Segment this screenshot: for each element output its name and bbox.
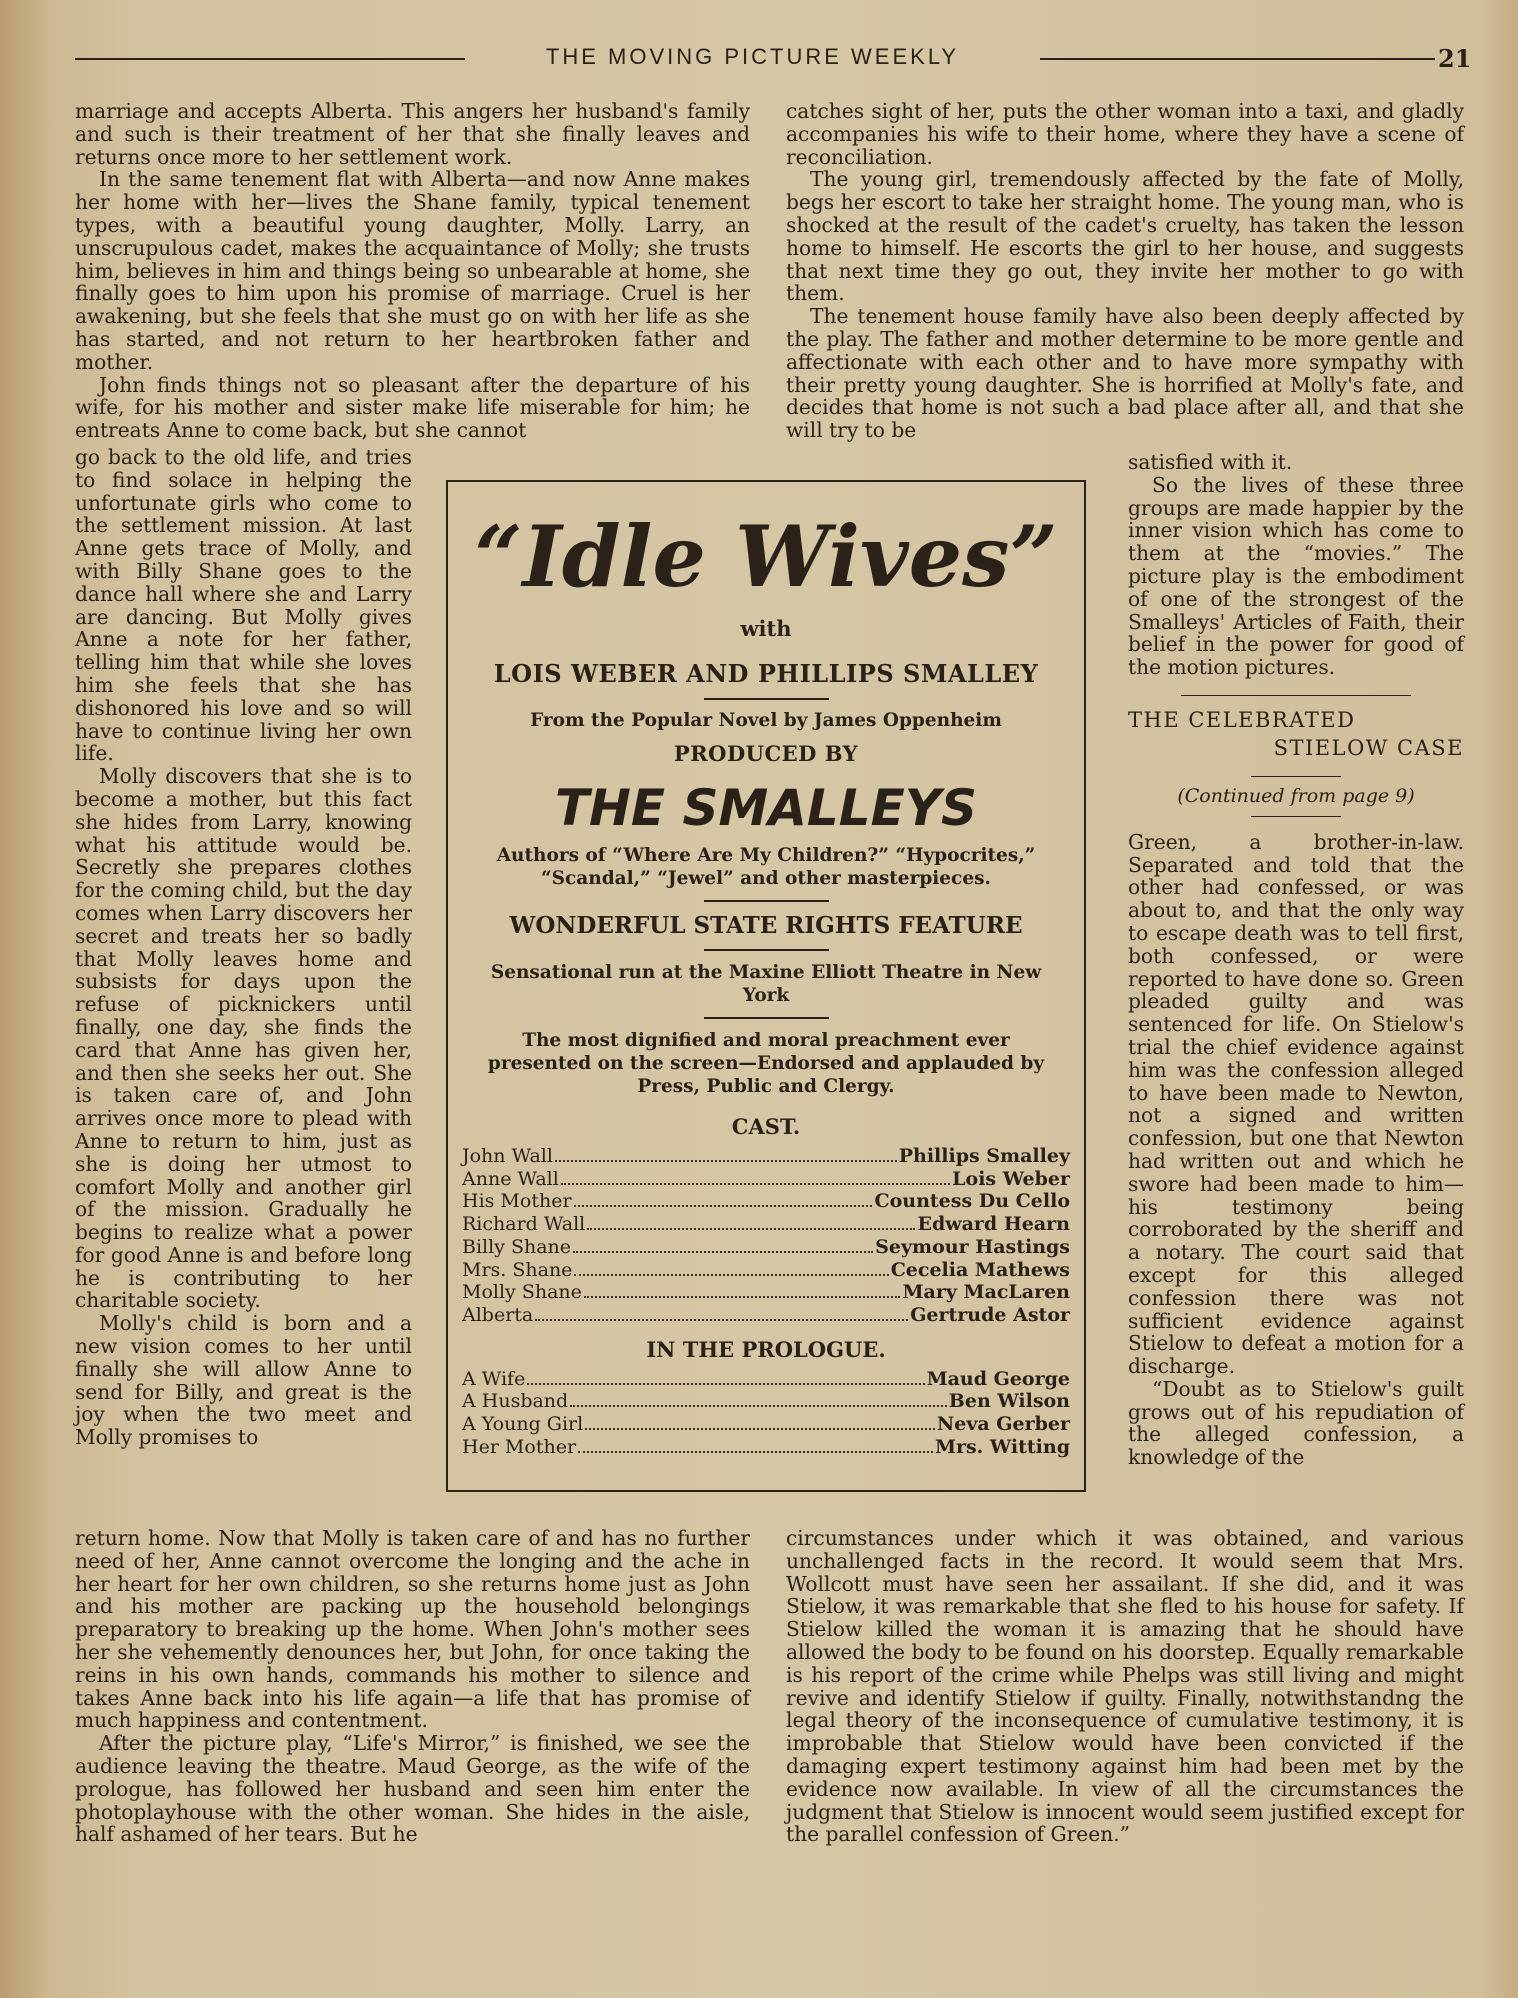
- cast-actor: Cecelia Mathews: [890, 1258, 1070, 1281]
- right-column-narrow: [1128, 451, 1464, 1469]
- ad-divider: [704, 949, 829, 951]
- leader-dots: [527, 1383, 924, 1385]
- cast-actor: Lois Weber: [952, 1167, 1070, 1190]
- cast-role: Anne Wall: [462, 1167, 559, 1190]
- cast-actor: Gertrude Astor: [910, 1303, 1070, 1326]
- paragraph: return home. Now that Molly is taken care of and has no further need of her, Anne cannot overcome the longing and the ache in her heart for her own children, so she returns home just as John and his mother are packing up the household belongings preparatory to breaking up the home. When John's mother sees her she vehemently denounces her, but John, for once taking the reins in his own hands, commands his mother to silence and takes Anne back into his life again—a life that has promise of much happiness and contentment.: [75, 1526, 750, 1733]
- leader-dots: [573, 1251, 873, 1253]
- cast-actor: Maud George: [926, 1367, 1070, 1390]
- cast-row: [462, 1281, 1070, 1304]
- ad-divider: [704, 1017, 829, 1019]
- ad-divider: [704, 698, 829, 700]
- cast-role: Alberta: [462, 1303, 534, 1326]
- cast-actor: Mary MacLaren: [902, 1281, 1070, 1304]
- ad-novel-credit: From the Popular Novel by James Oppenheim: [530, 710, 1002, 731]
- cast-actor: Edward Hearn: [917, 1213, 1070, 1236]
- cast-row: [462, 1390, 1070, 1413]
- cast-row: [462, 1413, 1070, 1436]
- running-header: [0, 44, 1518, 74]
- cast-role: A Wife: [462, 1367, 526, 1390]
- header-rule-left: [75, 58, 465, 60]
- right-column-top: [786, 100, 1464, 442]
- paragraph: catches sight of her, puts the other woman into a taxi, and gladly accompanies his wife to their home, where they have a scene of reconciliation.: [786, 99, 1464, 169]
- leader-dots: [584, 1296, 901, 1298]
- leader-dots: [574, 1205, 873, 1207]
- prologue-cast-list: [462, 1368, 1070, 1459]
- cast-role: A Young Girl: [462, 1413, 584, 1436]
- paragraph: marriage and accepts Alberta. This angers her husband's family and such is their treatment of her that she finally leaves and returns once more to her settlement work.: [75, 99, 750, 169]
- ad-divider: [704, 900, 829, 902]
- ad-feature: WONDERFUL STATE RIGHTS FEATURE: [509, 912, 1023, 939]
- cast-actor: Ben Wilson: [948, 1390, 1070, 1413]
- leader-dots: [570, 1405, 947, 1407]
- cast-row: [462, 1168, 1070, 1191]
- cast-row: [462, 1436, 1070, 1459]
- left-column-narrow: [75, 446, 412, 1449]
- ad-produced-by: PRODUCED BY: [673, 741, 859, 766]
- ad-stars: LOIS WEBER AND PHILLIPS SMALLEY: [493, 659, 1039, 688]
- cast-row: [462, 1236, 1070, 1259]
- left-column-top: [75, 100, 750, 442]
- paragraph: satisfied with it.: [1128, 450, 1293, 474]
- paragraph: Molly discovers that she is to become a mother, but this fact she hides from Larry, knowing what his attitude would be. Secretly she prepares clothes for the coming child, but the day comes when Larry discovers her secret and treats her so badly that Molly leaves home and subsists for days upon the refuse of picknickers until finally, one day, she finds the card that Anne has given her, and then she seeks her out. She is taken care of, and John arrives once more to plead with Anne to return to him, just as she is doing her utmost to comfort Molly and another girl of the mission. Gradually he begins to realize what a power for good Anne is and before long he is contributing to her charitable society.: [75, 764, 412, 1313]
- cast-role: Billy Shane: [462, 1235, 572, 1258]
- ad-with: with: [740, 616, 792, 641]
- paragraph: The young girl, tremendously affected by the fate of Molly, begs her escort to take her straight home. The young man, who is shocked at the result of the cadet's cruelty, has taken the lesson home to himself. He escorts the girl to her house, and suggests that next time they go out, they invite her mother to go with them.: [786, 167, 1464, 306]
- leader-dots: [574, 1274, 888, 1276]
- cast-actor: Mrs. Witting: [934, 1435, 1070, 1458]
- paragraph: John finds things not so pleasant after the departure of his wife, for his mother and sister make life miserable for him; he entreats Anne to come back, but she cannot: [75, 372, 750, 443]
- leader-dots: [585, 1428, 935, 1430]
- cast-actor: Countess Du Cello: [874, 1190, 1070, 1213]
- prologue-heading: IN THE PROLOGUE.: [646, 1336, 886, 1362]
- ad-theatre-run: Sensational run at the Maxine Elliott Theatre in New York: [490, 962, 1042, 1006]
- ad-film-title: “Idle Wives”: [474, 507, 1058, 606]
- cast-row: [462, 1213, 1070, 1236]
- ad-preachment: The most dignified and moral preachment ever presented on the screen—Endorsed and applauded by Press, Public and Clergy.: [487, 1030, 1045, 1097]
- page-number: 21: [1438, 44, 1472, 73]
- cast-role: Her Mother: [462, 1435, 577, 1458]
- cast-heading: CAST.: [731, 1114, 801, 1139]
- paragraph: go back to the old life, and tries to find solace in helping the unfortunate girls who come to the settlement mission. At last Anne gets trace of Molly, and with Billy Shane goes to the dance hall where she and Larry are dancing. But Molly gives Anne a note for her father, telling him that while she loves him she feels that she has dishonored his love and so will have to continue living her own life.: [75, 445, 412, 766]
- section-divider: [1181, 695, 1411, 696]
- cast-list: [462, 1145, 1070, 1327]
- ad-producers: THE SMALLEYS: [554, 779, 978, 837]
- divider: [1251, 816, 1341, 817]
- cast-role: John Wall: [462, 1145, 553, 1167]
- paragraph: circumstances under which it was obtained, and various unchallenged facts in the record. It would seem that Mrs. Wollcott must have seen her assailant. If she did, and it was Stielow, it was remarkable that she fled to his house for safety. If Stielow killed the woman it is amazing that he should have allowed the body to be found on his doorstep. Equally remarkable is his report of the crime while Phelps was still living and might revive and identify Stielow if guilty. Finally, notwithstandng the legal theory of the inconsequence of cumulative testimony, it is improbable that Stielow would have been convicted if the damaging expert testimony against him had been met by the evidence now available. In view of all the circumstances the judgment that Stielow is innocent would seem justified except for the parallel confession of Green.”: [786, 1526, 1464, 1847]
- cast-actor: Phillips Smalley: [898, 1145, 1070, 1167]
- cast-role: Molly Shane: [462, 1281, 582, 1304]
- cast-role: His Mother: [462, 1190, 572, 1213]
- right-column-bottom: [786, 1527, 1464, 1846]
- ad-authors: Authors of “Where Are My Children?” “Hypocrites,” “Scandal,” “Jewel” and other masterpieces.: [496, 845, 1036, 889]
- paragraph: In the same tenement flat with Alberta—and now Anne makes her home with her—lives the Shane family, typical tenement types, with a beautiful young daughter, Molly. Larry, an unscrupulous cadet, makes the acquaintance of Molly; she trusts him, believes in him and things being so unbearable at home, she finally goes to him upon his promise of marriage. Cruel is her awakening, but she feels that she must go on with her life as she has started, and not return to her heartbroken father and mother.: [75, 167, 750, 374]
- cast-row: [462, 1145, 1070, 1168]
- cast-actor: Seymour Hastings: [875, 1235, 1070, 1258]
- continued-note: (Continued from page 9): [1177, 784, 1415, 807]
- paragraph: The tenement house family have also been deeply affected by the play. The father and mother determine to be more gentle and affectionate with each other and to have more sympathy with their pretty young daughter. She is horrified at Molly's fate, and decides that home is not such a bad place after all, and that she will try to be: [786, 304, 1464, 443]
- leader-dots: [578, 1451, 933, 1453]
- section-heading-line: THE CELEBRATED: [1128, 707, 1356, 732]
- magazine-title: THE MOVING PICTURE WEEKLY: [545, 44, 960, 69]
- cast-row: [462, 1304, 1070, 1327]
- cast-role: Richard Wall: [462, 1213, 586, 1236]
- section-heading-line: STIELOW CASE: [1273, 735, 1464, 760]
- paragraph: After the picture play, “Life's Mirror,” is finished, we see the audience leaving the theatre. Maud George, as the wife of the prologue, has followed her husband and seen him enter the photoplayhouse with the other woman. She hides in the aisle, half ashamed of her tears. But he: [75, 1731, 750, 1847]
- paragraph: Molly's child is born and a new vision comes to her until finally she will allow Anne to send for Billy, and great is the joy when the two meet and Molly promises to: [75, 1311, 412, 1450]
- cast-row: [462, 1259, 1070, 1282]
- leader-dots: [535, 1319, 908, 1321]
- cast-role: Mrs. Shane: [462, 1258, 573, 1281]
- divider: [1251, 776, 1341, 777]
- paragraph: So the lives of these three groups are made happier by the inner vision which has come to them at the “movies.” The picture play is the embodiment of one of the strongest of the Smalleys' Articles of Faith, their belief in the power for good of the motion pictures.: [1128, 472, 1464, 680]
- leader-dots: [555, 1160, 897, 1162]
- section-heading: [1128, 706, 1464, 762]
- idle-wives-advertisement: [446, 480, 1086, 1492]
- cast-role: A Husband: [462, 1390, 569, 1413]
- leader-dots: [561, 1183, 950, 1185]
- paragraph: Green, a brother-in-law. Separated and told that the other had confessed, or was about to, and that the only way to escape death was to tell first, both confessed, or were reported to have done so. Green pleaded guilty and was sentenced for life. On Stielow's trial the chief evidence against him was the confession alleged to have been made to Newton, not a signed and written confession, but one that Newton had written out and which he swore had been made to him—his testimony being corroborated by the sheriff and a notary. The court said that except for this alleged confession there was not sufficient evidence against Stielow to defeat a motion for a discharge.: [1128, 829, 1464, 1379]
- cast-row: [462, 1190, 1070, 1213]
- paragraph: “Doubt as to Stielow's guilt grows out of his repudiation of the alleged confession, a knowledge of the: [1128, 1376, 1464, 1470]
- header-rule-right: [1040, 58, 1435, 60]
- cast-row: [462, 1368, 1070, 1391]
- leader-dots: [587, 1228, 915, 1230]
- left-column-bottom: [75, 1527, 750, 1846]
- cast-actor: Neva Gerber: [936, 1413, 1070, 1436]
